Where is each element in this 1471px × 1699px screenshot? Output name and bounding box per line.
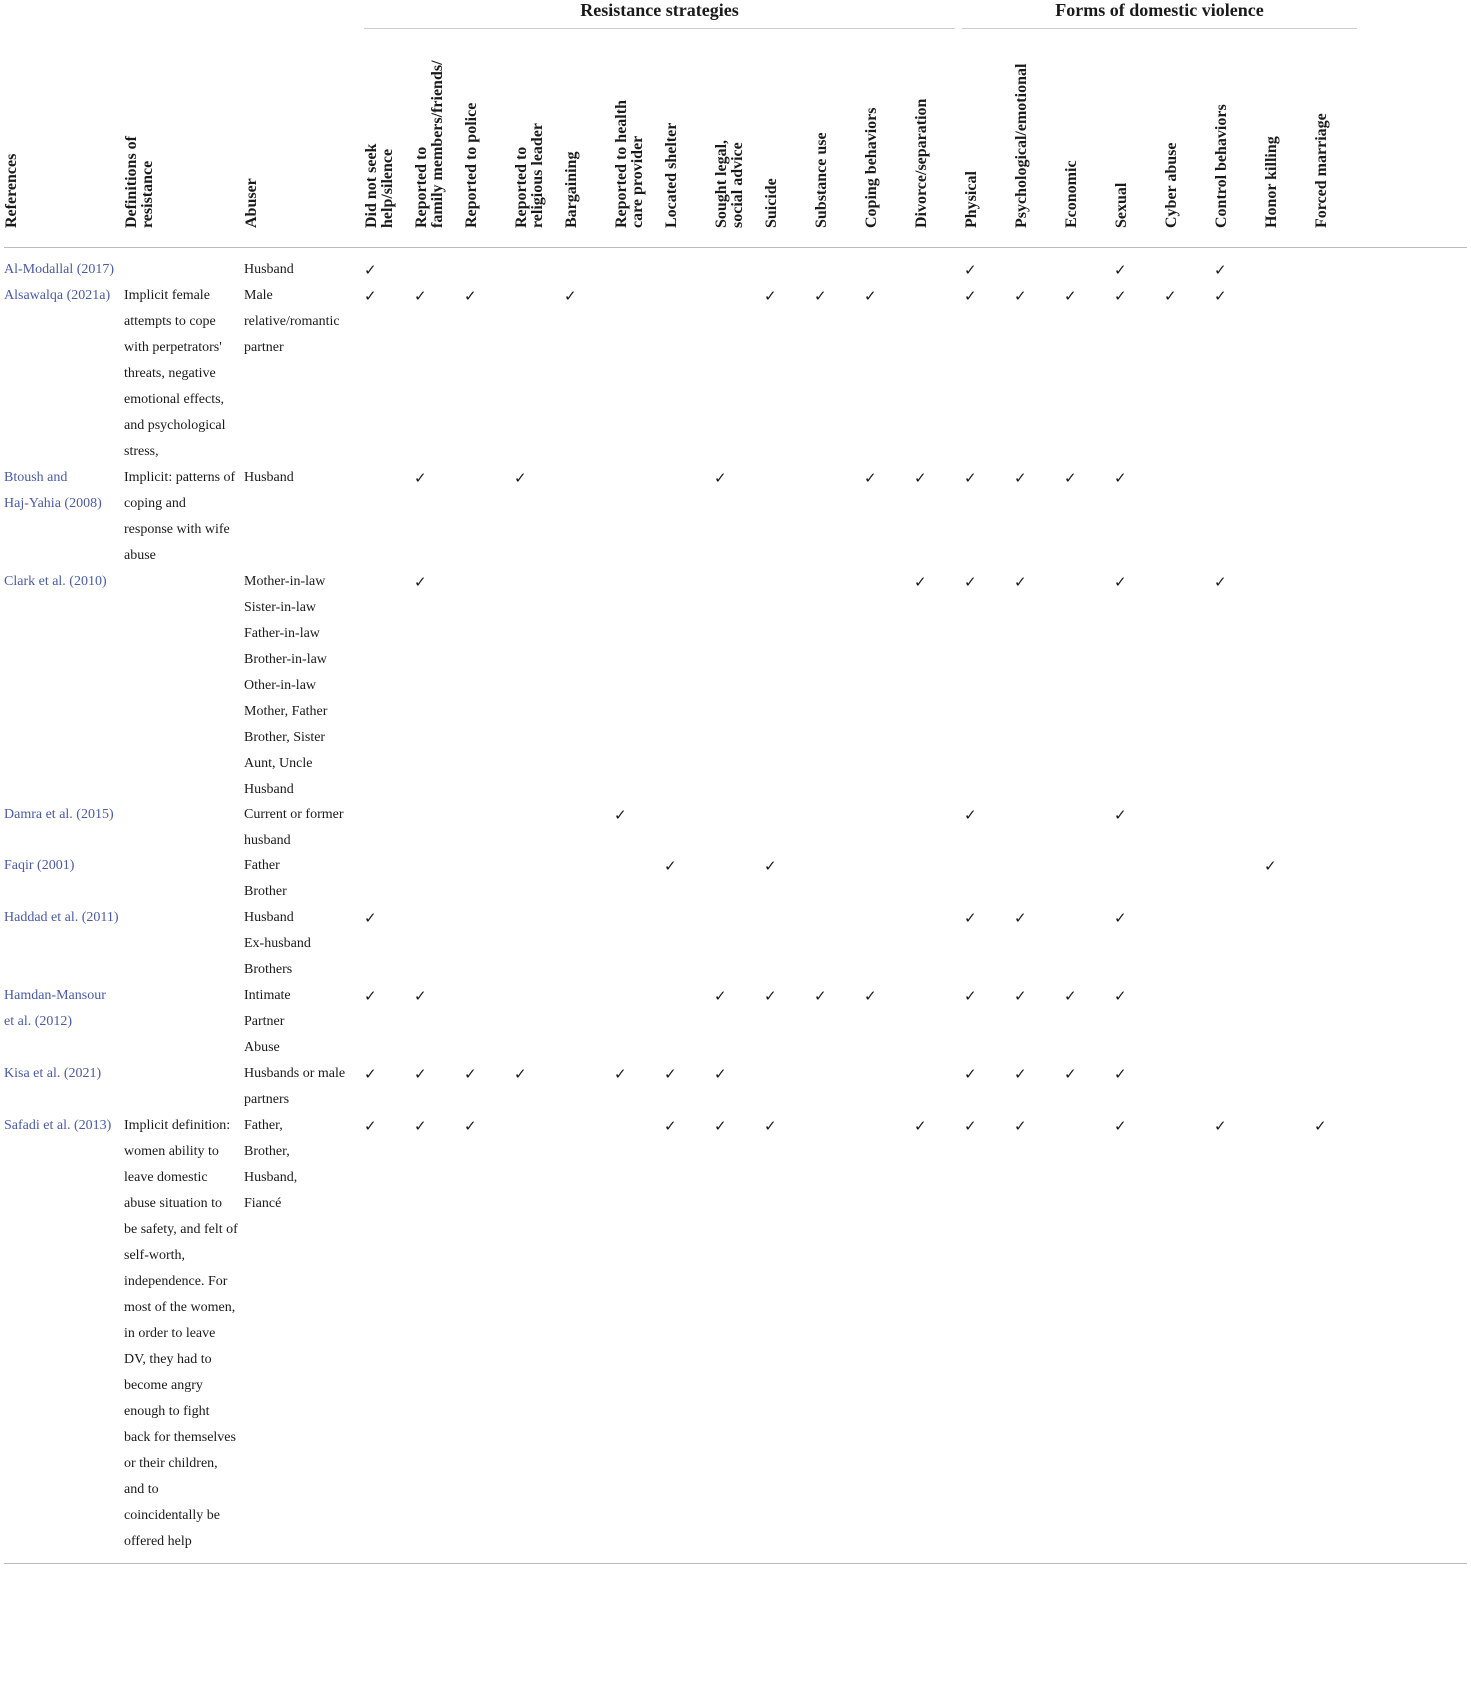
abuser-text: Husband bbox=[244, 470, 294, 485]
column-header-text bbox=[364, 144, 396, 228]
abuser-text: Ex-husband bbox=[244, 936, 311, 951]
abuser-text: Current or former bbox=[244, 807, 344, 822]
header-rule bbox=[4, 247, 1467, 248]
column-header-line: Coping behaviors bbox=[863, 107, 880, 228]
def-text: enough to fight bbox=[124, 1404, 210, 1419]
abuser-text: Brother, bbox=[244, 1144, 290, 1159]
abuser-text: Other-in-law bbox=[244, 678, 317, 693]
column-header-text bbox=[964, 171, 980, 228]
column-header-line: Abuser bbox=[243, 178, 260, 228]
check-mark-divorce: ✓ bbox=[914, 573, 927, 591]
check-mark-coping: ✓ bbox=[864, 287, 877, 305]
def-text: response with wife bbox=[124, 522, 230, 537]
check-mark-physical: ✓ bbox=[964, 287, 977, 305]
check-mark-physical: ✓ bbox=[964, 1065, 977, 1083]
column-header-line: Reported to bbox=[413, 146, 430, 228]
check-mark-cyber: ✓ bbox=[1164, 287, 1177, 305]
column-header-text bbox=[244, 178, 260, 228]
check-mark-religious: ✓ bbox=[514, 469, 527, 487]
ref-text: Alsawalqa (2021a) bbox=[4, 288, 111, 303]
check-mark-shelter: ✓ bbox=[664, 857, 677, 875]
check-mark-legal: ✓ bbox=[714, 469, 727, 487]
check-mark-bargaining: ✓ bbox=[564, 287, 577, 305]
def-text: become angry bbox=[124, 1378, 203, 1393]
ref-text: Hamdan-Mansour bbox=[4, 988, 106, 1003]
group-rule-forms bbox=[962, 28, 1357, 29]
column-header-line: Reported to police bbox=[463, 102, 480, 228]
check-mark-sexual: ✓ bbox=[1114, 469, 1127, 487]
abuser-text: partner bbox=[244, 340, 284, 355]
column-header-text bbox=[1164, 143, 1180, 229]
def-text: Implicit definition: bbox=[124, 1118, 231, 1133]
check-mark-physical: ✓ bbox=[964, 573, 977, 591]
def-text: emotional effects, bbox=[124, 392, 225, 407]
column-header-line: Economic bbox=[1063, 160, 1080, 228]
column-header-line: religious leader bbox=[529, 122, 546, 228]
abuser-text: Husband bbox=[244, 910, 294, 925]
abuser-text: Husband, bbox=[244, 1170, 298, 1185]
abuser-text: Mother, Father bbox=[244, 704, 328, 719]
check-mark-psych: ✓ bbox=[1014, 287, 1027, 305]
check-mark-sexual: ✓ bbox=[1114, 909, 1127, 927]
column-header-line: Control behaviors bbox=[1213, 104, 1230, 228]
check-mark-substance: ✓ bbox=[814, 987, 827, 1005]
def-text: independence. For bbox=[124, 1274, 228, 1289]
check-mark-economic: ✓ bbox=[1064, 287, 1077, 305]
ref-text: Haddad et al. (2011) bbox=[4, 910, 119, 925]
ref-text: Safadi et al. (2013) bbox=[4, 1118, 112, 1133]
check-mark-coping: ✓ bbox=[864, 987, 877, 1005]
column-header-line: Sexual bbox=[1113, 182, 1130, 228]
column-header-text bbox=[614, 100, 646, 228]
ref-text: Faqir (2001) bbox=[4, 858, 75, 873]
column-header-line: Physical bbox=[963, 171, 980, 228]
column-header-text bbox=[1314, 113, 1330, 228]
column-header-text bbox=[914, 99, 930, 228]
ref-text: Clark et al. (2010) bbox=[4, 574, 107, 589]
check-mark-sexual: ✓ bbox=[1114, 1065, 1127, 1083]
column-header-line: Psychological/emotional bbox=[1013, 63, 1030, 228]
check-mark-substance: ✓ bbox=[814, 287, 827, 305]
column-header-line: Cyber abuse bbox=[1163, 142, 1180, 228]
def-text: or their children, bbox=[124, 1456, 218, 1471]
column-header-line: family members/friends/ bbox=[429, 60, 446, 228]
def-text: offered help bbox=[124, 1534, 192, 1549]
column-header-line: resistance bbox=[139, 160, 156, 228]
ref-text: Btoush and bbox=[4, 470, 68, 485]
check-mark-family: ✓ bbox=[414, 287, 427, 305]
abuser-text: husband bbox=[244, 833, 291, 848]
column-header-text bbox=[664, 123, 680, 228]
column-header-line: Divorce/separation bbox=[913, 98, 930, 228]
abuser-text: Brother, Sister bbox=[244, 730, 326, 745]
def-text: self-worth, bbox=[124, 1248, 186, 1263]
column-header-text bbox=[714, 140, 746, 228]
column-header-line: Located shelter bbox=[663, 122, 680, 228]
column-header-text bbox=[464, 103, 480, 228]
def-text: Implicit: patterns of bbox=[124, 470, 236, 485]
check-mark-legal: ✓ bbox=[714, 1117, 727, 1135]
abuser-text: Brother bbox=[244, 884, 287, 899]
check-mark-health: ✓ bbox=[614, 1065, 627, 1083]
check-mark-family: ✓ bbox=[414, 573, 427, 591]
abuser-text: partners bbox=[244, 1092, 290, 1107]
check-mark-shelter: ✓ bbox=[664, 1117, 677, 1135]
def-text: back for themselves bbox=[124, 1430, 236, 1445]
def-text: with perpetrators' bbox=[124, 340, 222, 355]
column-header-text bbox=[1214, 104, 1230, 228]
check-mark-silence: ✓ bbox=[364, 909, 377, 927]
check-mark-sexual: ✓ bbox=[1114, 987, 1127, 1005]
abuser-text: Husband bbox=[244, 782, 294, 797]
check-mark-sexual: ✓ bbox=[1114, 261, 1127, 279]
check-mark-silence: ✓ bbox=[364, 1065, 377, 1083]
abuser-text: Male bbox=[244, 288, 273, 303]
check-mark-honor: ✓ bbox=[1264, 857, 1277, 875]
def-text: most of the women, bbox=[124, 1300, 236, 1315]
def-text: threats, negative bbox=[124, 366, 216, 381]
check-mark-physical: ✓ bbox=[964, 909, 977, 927]
column-header-text bbox=[1064, 160, 1080, 228]
check-mark-suicide: ✓ bbox=[764, 287, 777, 305]
check-mark-legal: ✓ bbox=[714, 987, 727, 1005]
def-text: attempts to cope bbox=[124, 314, 216, 329]
abuser-text: Fiancé bbox=[244, 1196, 282, 1211]
check-mark-suicide: ✓ bbox=[764, 1117, 777, 1135]
check-mark-sexual: ✓ bbox=[1114, 573, 1127, 591]
ref-text: Kisa et al. (2021) bbox=[4, 1066, 102, 1081]
def-text: leave domestic bbox=[124, 1170, 208, 1185]
ref-text: Al-Modallal (2017) bbox=[4, 262, 115, 277]
check-mark-divorce: ✓ bbox=[914, 1117, 927, 1135]
column-header-text bbox=[414, 60, 446, 228]
abuser-text: Father bbox=[244, 858, 280, 873]
abuser-text: Mother-in-law bbox=[244, 574, 326, 589]
check-mark-police: ✓ bbox=[464, 1065, 477, 1083]
check-mark-economic: ✓ bbox=[1064, 987, 1077, 1005]
abuser-text: Brothers bbox=[244, 962, 293, 977]
def-text: abuse situation to bbox=[124, 1196, 222, 1211]
column-header-line: Honor killing bbox=[1263, 136, 1280, 228]
abuser-text: Father-in-law bbox=[244, 626, 320, 641]
abuser-text: Sister-in-law bbox=[244, 600, 317, 615]
abuser-text: Brother-in-law bbox=[244, 652, 327, 667]
column-header-line: Sought legal, bbox=[713, 139, 730, 228]
group-title-resistance: Resistance strategies bbox=[580, 0, 739, 20]
check-mark-religious: ✓ bbox=[514, 1065, 527, 1083]
def-text: women ability to bbox=[124, 1144, 219, 1159]
check-mark-psych: ✓ bbox=[1014, 1065, 1027, 1083]
column-header-text bbox=[1114, 183, 1130, 228]
abuser-text: Intimate bbox=[244, 988, 291, 1003]
column-header-line: Reported to health bbox=[613, 100, 630, 228]
check-mark-sexual: ✓ bbox=[1114, 806, 1127, 824]
check-mark-sexual: ✓ bbox=[1114, 287, 1127, 305]
abuser-text: relative/romantic bbox=[244, 314, 340, 329]
check-mark-physical: ✓ bbox=[964, 1117, 977, 1135]
check-mark-psych: ✓ bbox=[1014, 469, 1027, 487]
check-mark-family: ✓ bbox=[414, 987, 427, 1005]
check-mark-physical: ✓ bbox=[964, 806, 977, 824]
def-text: and psychological bbox=[124, 418, 226, 433]
check-mark-physical: ✓ bbox=[964, 261, 977, 279]
column-header-line: Forced marriage bbox=[1313, 113, 1330, 228]
ref-text: Haj-Yahia (2008) bbox=[4, 496, 102, 511]
check-mark-psych: ✓ bbox=[1014, 987, 1027, 1005]
check-mark-physical: ✓ bbox=[964, 987, 977, 1005]
def-text: abuse bbox=[124, 548, 156, 563]
column-header-line: Did not seek bbox=[363, 143, 380, 228]
check-mark-control: ✓ bbox=[1214, 287, 1227, 305]
column-header-text bbox=[124, 136, 156, 228]
group-rule-resistance bbox=[364, 28, 955, 29]
column-header-text bbox=[1264, 136, 1280, 228]
column-header-line: Bargaining bbox=[563, 151, 580, 228]
check-mark-physical: ✓ bbox=[964, 469, 977, 487]
check-mark-coping: ✓ bbox=[864, 469, 877, 487]
check-mark-silence: ✓ bbox=[364, 261, 377, 279]
check-mark-control: ✓ bbox=[1214, 261, 1227, 279]
def-text: DV, they had to bbox=[124, 1352, 212, 1367]
check-mark-silence: ✓ bbox=[364, 287, 377, 305]
table-bottom-rule bbox=[4, 1563, 1467, 1564]
column-header-line: help/silence bbox=[379, 148, 396, 228]
check-mark-psych: ✓ bbox=[1014, 1117, 1027, 1135]
def-text: coping and bbox=[124, 496, 186, 511]
check-mark-health: ✓ bbox=[614, 806, 627, 824]
ref-text: et al. (2012) bbox=[4, 1014, 73, 1029]
check-mark-economic: ✓ bbox=[1064, 1065, 1077, 1083]
check-mark-economic: ✓ bbox=[1064, 469, 1077, 487]
column-header-text bbox=[764, 178, 780, 228]
check-mark-family: ✓ bbox=[414, 1117, 427, 1135]
check-mark-police: ✓ bbox=[464, 1117, 477, 1135]
column-header-text bbox=[4, 154, 20, 228]
group-title-forms: Forms of domestic violence bbox=[1055, 0, 1264, 20]
check-mark-forced: ✓ bbox=[1314, 1117, 1327, 1135]
column-header-text bbox=[1014, 64, 1030, 228]
check-mark-divorce: ✓ bbox=[914, 469, 927, 487]
check-mark-psych: ✓ bbox=[1014, 573, 1027, 591]
check-mark-control: ✓ bbox=[1214, 1117, 1227, 1135]
column-header-line: social advice bbox=[729, 142, 746, 228]
check-mark-silence: ✓ bbox=[364, 987, 377, 1005]
column-header-line: Definitions of bbox=[123, 136, 140, 228]
check-mark-psych: ✓ bbox=[1014, 909, 1027, 927]
check-mark-family: ✓ bbox=[414, 1065, 427, 1083]
def-text: stress, bbox=[124, 444, 159, 459]
column-header-text bbox=[814, 132, 830, 228]
column-header-text bbox=[864, 108, 880, 228]
column-header-line: Substance use bbox=[813, 132, 830, 228]
def-text: coincidentally be bbox=[124, 1508, 221, 1523]
check-mark-suicide: ✓ bbox=[764, 857, 777, 875]
check-mark-family: ✓ bbox=[414, 469, 427, 487]
check-mark-silence: ✓ bbox=[364, 1117, 377, 1135]
column-header-text bbox=[514, 123, 546, 228]
def-text: in order to leave bbox=[124, 1326, 216, 1341]
column-header-line: Reported to bbox=[513, 146, 530, 228]
check-mark-shelter: ✓ bbox=[664, 1065, 677, 1083]
column-header-text bbox=[564, 152, 580, 228]
ref-text: Damra et al. (2015) bbox=[4, 807, 114, 822]
def-text: and to bbox=[124, 1482, 159, 1497]
check-mark-control: ✓ bbox=[1214, 573, 1227, 591]
check-mark-suicide: ✓ bbox=[764, 987, 777, 1005]
check-mark-legal: ✓ bbox=[714, 1065, 727, 1083]
column-header-line: Suicide bbox=[763, 178, 780, 228]
abuser-text: Partner bbox=[244, 1014, 285, 1029]
column-header-line: References bbox=[3, 153, 20, 228]
abuser-text: Husband bbox=[244, 262, 294, 277]
check-mark-police: ✓ bbox=[464, 287, 477, 305]
abuser-text: Aunt, Uncle bbox=[244, 756, 313, 771]
abuser-text: Abuse bbox=[244, 1040, 280, 1055]
def-text: be safety, and felt of bbox=[124, 1222, 238, 1237]
column-header-line: care provider bbox=[629, 135, 646, 228]
def-text: Implicit female bbox=[124, 288, 210, 303]
check-mark-sexual: ✓ bbox=[1114, 1117, 1127, 1135]
abuser-text: Father, bbox=[244, 1118, 283, 1133]
abuser-text: Husbands or male bbox=[244, 1066, 346, 1081]
